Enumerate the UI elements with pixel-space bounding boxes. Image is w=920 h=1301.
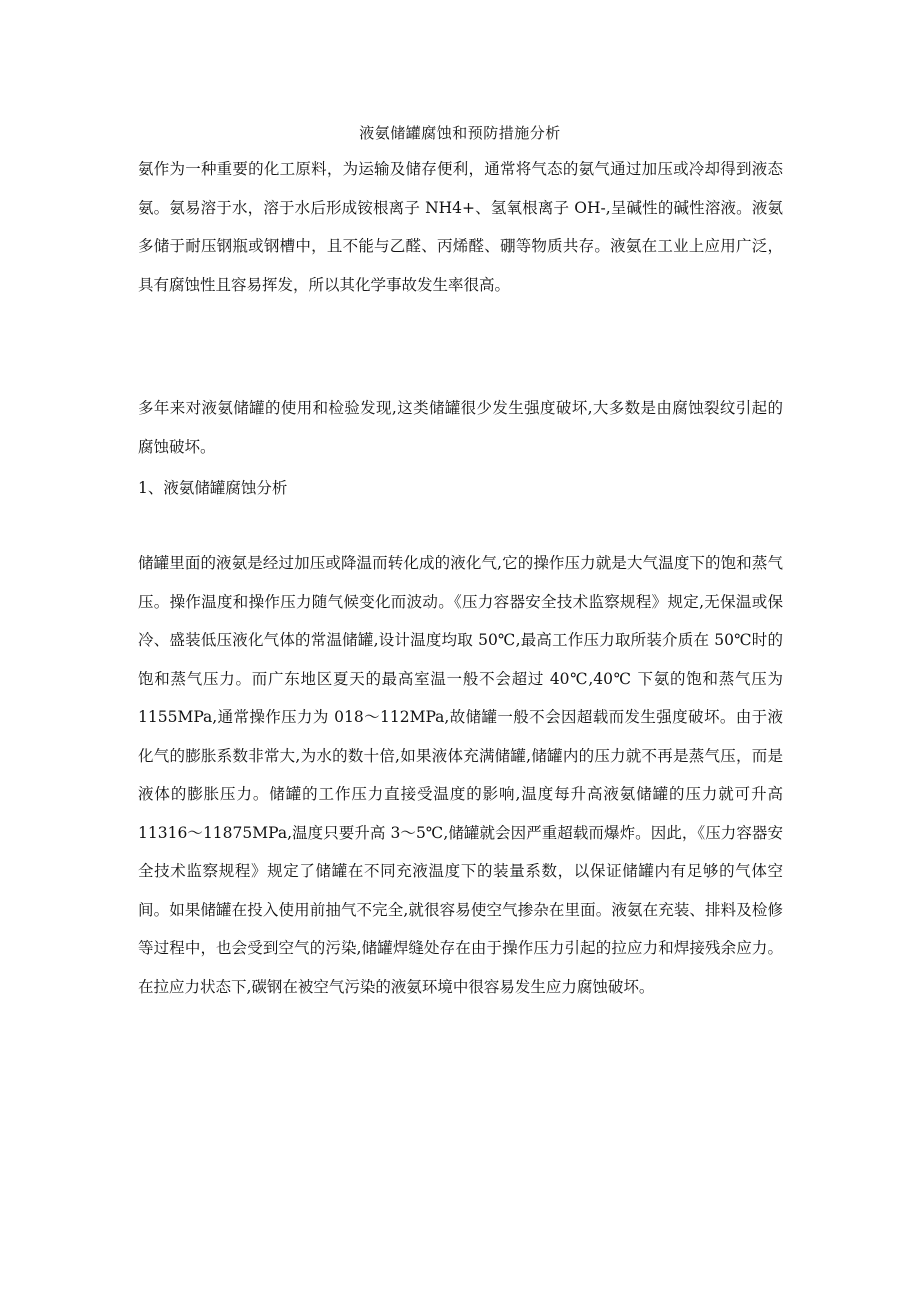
document-title: 液氨储罐腐蚀和预防措施分析: [359, 124, 561, 142]
section-heading: 1、液氨储罐腐蚀分析: [138, 479, 288, 497]
finding-paragraph: 多年来对液氨储罐的使用和检验发现,这类储罐很少发生强度破坏,大多数是由腐蚀裂纹引起的腐蚀破坏。: [138, 399, 783, 456]
section-body-paragraph: 储罐里面的液氨是经过加压或降温而转化成的液化气,它的操作压力就是大气温度下的饱和蒸气压。操作温度和操作压力随气候变化而波动。《压力容器安全技术监察规程》规定,无保温或保冷、盛装低压液化气体的常温储罐,设计温度均取 50℃,最高工作压力取所装介质在 50℃时的饱和蒸气压力。而广东地区夏天的最高室温一般不会超过 40℃,40℃ 下氨的饱和蒸气压为 1155MPa,通常操作压力为 018～112MPa,故储罐一般不会因超载而发生强度破坏。由于液化气的膨胀系数非常大,为水的数十倍,如果液体充满储罐,储罐内的压力就不再是蒸气压，而是液体的膨胀压力。储罐的工作压力直接受温度的影响,温度每升高液氨储罐的压力就可升高 11316～11875MPa,温度只要升高 3～5℃,储罐就会因严重超载而爆炸。因此，《压力容器安全技术监察规程》规定了储罐在不同充液温度下的装量系数，以保证储罐内有足够的气体空间。如果储罐在投入使用前抽气不完全,就很容易使空气掺杂在里面。液氨在充装、排料及检修等过程中，也会受到空气的污染,储罐焊缝处存在由于操作压力引起的拉应力和焊接残余应力。在拉应力状态下,碳钢在被空气污染的液氨环境中很容易发生应力腐蚀破坏。: [138, 554, 783, 996]
intro-paragraph: 氨作为一种重要的化工原料，为运输及储存便利，通常将气态的氨气通过加压或冷却得到液态氨。氨易溶于水，溶于水后形成铵根离子 NH4+、氢氧根离子 OH-,呈碱性的碱性溶液。液氨多储于耐压钢瓶或钢槽中，且不能与乙醛、丙烯醛、硼等物质共存。液氨在工业上应用广泛，具有腐蚀性且容易挥发，所以其化学事故发生率很高。: [138, 160, 783, 294]
